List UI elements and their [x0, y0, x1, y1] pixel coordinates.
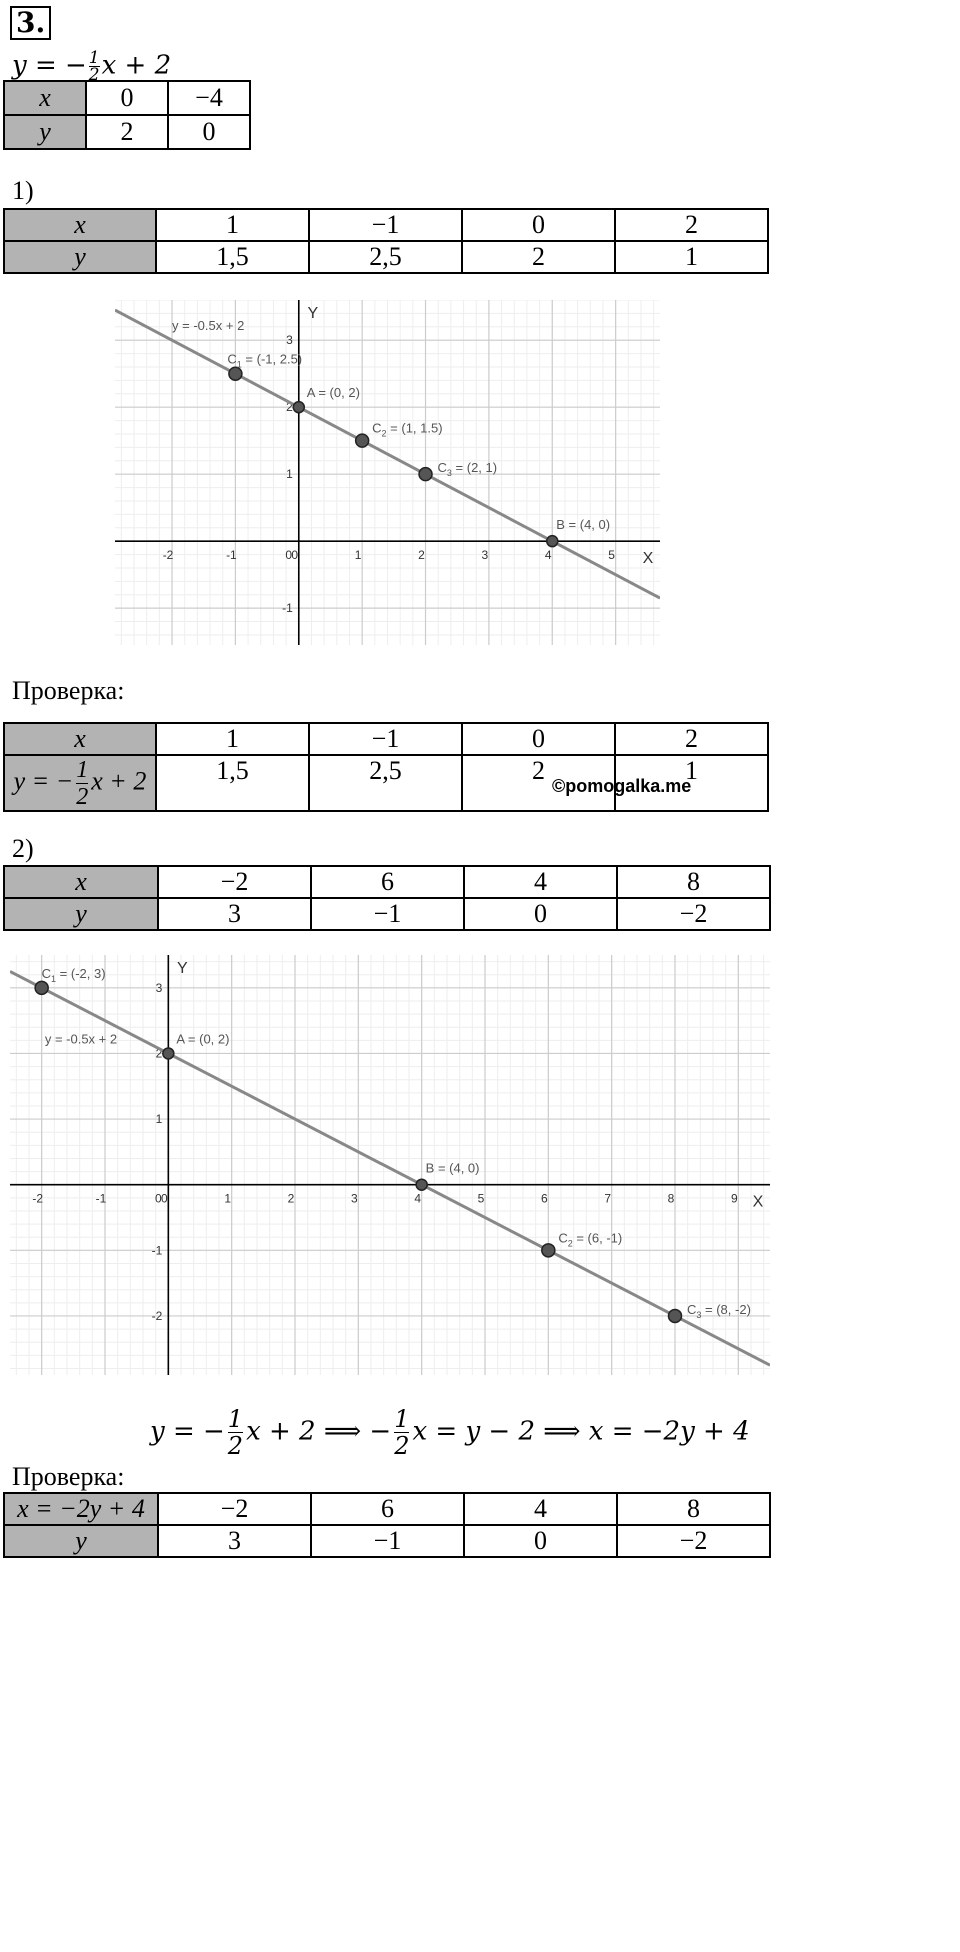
table-row: [4, 723, 768, 755]
x-axis-label: X: [642, 550, 654, 568]
table-cell: 0: [86, 81, 168, 115]
x-tick-label: 4: [544, 548, 552, 563]
formula-frac-num: 1: [76, 756, 89, 783]
point-marker: [416, 1179, 427, 1190]
x-axis-label: X: [752, 1193, 764, 1211]
y-tick-label: 3: [286, 333, 293, 348]
table-cell: 6: [311, 1493, 464, 1525]
frac-den: 2: [227, 1432, 244, 1460]
point-marker: [542, 1244, 555, 1257]
derivation-fraction: [394, 1406, 409, 1459]
point-label-subscript: 3: [446, 468, 452, 479]
table-cell: 6: [311, 866, 464, 898]
table-cell: −4: [168, 81, 250, 115]
point-marker: [669, 1309, 682, 1322]
table-header-cell: y: [4, 115, 86, 149]
table-header-cell: x = −2y + 4: [4, 1493, 158, 1525]
table-cell: 1: [156, 209, 309, 241]
y-tick-label: 1: [286, 467, 293, 482]
x-tick-label: 5: [477, 1191, 485, 1206]
point-label-name: C: [41, 965, 52, 981]
table-header-cell: y: [4, 898, 158, 930]
table-row: [4, 898, 770, 930]
table-cell: −1: [311, 1525, 464, 1557]
table-cell: 1: [615, 241, 768, 273]
point-marker: [356, 434, 369, 447]
formula-rhs: x + 2: [91, 765, 147, 795]
x-tick-label: 7: [604, 1191, 612, 1206]
table-cell: 1,5: [156, 241, 309, 273]
table-row: [4, 1493, 770, 1525]
frac-num: 1: [227, 1405, 244, 1433]
point-label-coords: = (-1, 2.5): [241, 351, 303, 367]
x-tick-label: 5: [608, 548, 615, 563]
table-cell: 0: [168, 115, 250, 149]
table-header-cell: x: [4, 209, 156, 241]
eq-frac-den: 2: [88, 65, 100, 85]
x-tick-label: 9: [730, 1191, 738, 1206]
point-label-subscript: 1: [236, 359, 242, 370]
point-marker: [35, 981, 48, 994]
frac-num: 1: [394, 1405, 410, 1433]
x-tick-label: 3: [481, 548, 489, 563]
table-cell: 0: [462, 723, 615, 755]
table-cell: 2: [615, 723, 768, 755]
graph-1: [115, 300, 660, 645]
table-cell: −2: [158, 1493, 311, 1525]
function-line-label: y = -0.5x + 2: [44, 1031, 118, 1047]
graph-2: [10, 955, 770, 1375]
table-cell: −2: [617, 1525, 770, 1557]
x-tick-label: 1: [224, 1191, 232, 1206]
function-line-label: y = -0.5x + 2: [172, 318, 245, 334]
table-cell: −1: [311, 898, 464, 930]
x-tick-label: 3: [350, 1191, 358, 1206]
y-tick-label: 2: [155, 1046, 163, 1061]
table-row: [4, 866, 770, 898]
point-label-coords: = (0, 2): [184, 1031, 230, 1047]
point-label-coords: = (8, -2): [701, 1301, 751, 1317]
point-label-coords: = (4, 0): [564, 517, 611, 533]
part2-check-label: Проверка:: [12, 1462, 125, 1491]
table-cell: 2: [462, 755, 615, 811]
point-label-coords: = (1, 1.5): [386, 420, 443, 436]
y-tick-label: 3: [155, 980, 163, 995]
derivation-part: x + 2 ⟹ −: [246, 1416, 392, 1447]
eq-frac-num: 1: [88, 48, 100, 68]
point-label: [176, 1031, 229, 1046]
point-label: [687, 1302, 751, 1320]
part1-label: 1): [12, 176, 34, 205]
problem-equation: [12, 50, 171, 83]
point-label-name: A: [176, 1031, 185, 1047]
y-axis-label: Y: [307, 305, 319, 322]
point-label: [558, 1230, 622, 1248]
table-cell: 2,5: [309, 755, 462, 811]
table-cell: 0: [462, 209, 615, 241]
y-axis-label: Y: [176, 960, 188, 977]
table-cell: 3: [158, 1525, 311, 1557]
origin-label: 0: [285, 548, 293, 563]
point-label-coords: = (6, -1): [572, 1230, 623, 1246]
x-tick-label: 8: [667, 1191, 675, 1206]
point-label-coords: = (0, 2): [314, 385, 360, 401]
point-label: [438, 460, 498, 478]
point-marker: [547, 536, 558, 547]
table-cell: −2: [617, 898, 770, 930]
table-cell: 3: [158, 898, 311, 930]
table-row: [4, 81, 250, 115]
eq-lhs: y = −: [12, 50, 87, 81]
table-cell: 8: [617, 866, 770, 898]
point-label-name: B: [556, 517, 565, 533]
point-label-name: A: [306, 385, 315, 401]
point-label: [42, 966, 106, 984]
x-tick-label: -2: [32, 1191, 44, 1206]
table-cell: 2: [462, 241, 615, 273]
point-marker: [163, 1048, 174, 1059]
point-label: [426, 1161, 480, 1176]
point-label-name: C: [687, 1301, 697, 1317]
table-cell: 2: [615, 209, 768, 241]
value-table-initial: [3, 80, 251, 150]
y-tick-label: -1: [282, 601, 293, 616]
point-label: [556, 517, 610, 532]
table-cell: −1: [309, 209, 462, 241]
part1-check-table: [3, 722, 769, 812]
formula-frac-den: 2: [76, 783, 89, 810]
point-label-coords: = (2, 1): [451, 460, 498, 476]
eq-fraction: [89, 50, 100, 83]
point-label-name: C: [227, 351, 237, 367]
table-header-cell-formula: [4, 755, 156, 811]
part1-check-label: Проверка:: [12, 676, 125, 705]
point-label: [307, 385, 360, 400]
y-tick-label: -2: [151, 1308, 163, 1323]
chart-body: [10, 955, 770, 1375]
y-tick-label: 1: [155, 1112, 163, 1127]
table-cell: 0: [464, 1525, 617, 1557]
table-header-cell: y: [4, 1525, 158, 1557]
table-cell: 1: [615, 755, 768, 811]
table-row: [4, 115, 250, 149]
point-label-subscript: 2: [381, 428, 387, 439]
table-header-cell: x: [4, 866, 158, 898]
x-tick-label: -1: [226, 548, 237, 563]
point-marker: [293, 402, 304, 413]
function-line: [10, 971, 770, 1365]
y-tick-label: -1: [151, 1243, 163, 1258]
table-header-cell: y: [4, 241, 156, 273]
table-cell: 8: [617, 1493, 770, 1525]
x-tick-label: 2: [418, 548, 425, 563]
y-tick-label: 2: [286, 400, 293, 415]
table-cell: 2,5: [309, 241, 462, 273]
derivation: [150, 1406, 750, 1459]
x-tick-label: 6: [540, 1191, 548, 1206]
point-label-name: C: [437, 460, 447, 476]
derivation-fraction: [228, 1406, 243, 1459]
table-cell: −2: [158, 866, 311, 898]
point-label-subscript: 2: [567, 1238, 573, 1249]
point-label-coords: = (-2, 3): [56, 965, 106, 981]
derivation-part: x = y − 2 ⟹ x = −2y + 4: [412, 1416, 750, 1447]
x-tick-label: -2: [162, 548, 174, 563]
table-cell: 4: [464, 1493, 617, 1525]
x-tick-label: 0: [160, 1191, 168, 1206]
table-header-cell: x: [4, 81, 86, 115]
table-cell: 2: [86, 115, 168, 149]
table-row: [4, 209, 768, 241]
x-tick-label: -1: [95, 1191, 107, 1206]
part1-table: [3, 208, 769, 274]
x-tick-label: 2: [287, 1191, 295, 1206]
chart-body: [115, 300, 660, 645]
point-label-name: C: [372, 420, 382, 436]
formula-fraction: [76, 757, 88, 810]
x-tick-label: 1: [354, 548, 362, 563]
problem-number: 3.: [10, 6, 51, 40]
point-label-name: B: [425, 1160, 435, 1176]
frac-den: 2: [394, 1432, 410, 1460]
point-label-subscript: 1: [51, 973, 57, 984]
formula-lhs: y = −: [13, 765, 74, 795]
point-label-coords: = (4, 0): [434, 1160, 480, 1176]
origin-label: 0: [154, 1191, 162, 1206]
table-cell: −1: [309, 723, 462, 755]
table-cell: 4: [464, 866, 617, 898]
part2-check-table: [3, 1492, 771, 1558]
table-cell: 1: [156, 723, 309, 755]
table-row: [4, 1525, 770, 1557]
table-row: [4, 241, 768, 273]
eq-rhs: x + 2: [101, 50, 172, 81]
table-cell: 0: [464, 898, 617, 930]
point-marker: [419, 468, 432, 481]
watermark: ©pomogalka.me: [552, 776, 692, 796]
table-cell: 1,5: [156, 755, 309, 811]
point-label: [372, 421, 442, 439]
x-tick-label: 0: [291, 548, 299, 563]
table-header-cell: x: [4, 723, 156, 755]
part2-label: 2): [12, 834, 34, 863]
part2-table: [3, 865, 771, 931]
point-label-name: C: [558, 1230, 568, 1246]
x-tick-label: 4: [414, 1191, 422, 1206]
point-label-subscript: 3: [696, 1309, 702, 1320]
derivation-part: y = −: [150, 1416, 225, 1447]
